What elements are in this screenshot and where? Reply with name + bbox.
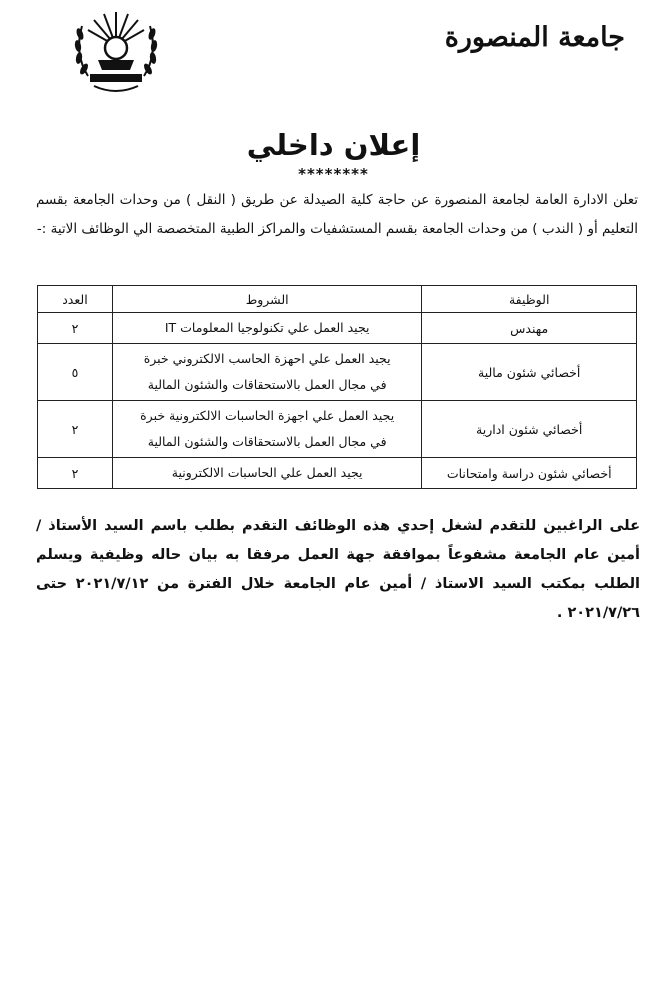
header-job: الوظيفة xyxy=(422,286,637,313)
table-row xyxy=(38,401,637,458)
conditions-cell xyxy=(112,313,421,344)
count-cell: ٢ xyxy=(38,458,113,489)
header-count: العدد xyxy=(38,286,113,313)
condition-line: يجيد العمل علي احهزة الحاسب الالكتروني خبرة xyxy=(143,351,391,366)
condition-line: في مجال العمل بالاستحقاقات والشئون المالية xyxy=(147,377,387,392)
job-cell: أخصائي شئون مالية xyxy=(422,344,637,401)
jobs-table xyxy=(37,285,637,489)
title-stars-divider: ******** xyxy=(298,165,369,183)
condition-line: في مجال العمل بالاستحقاقات والشئون المالية xyxy=(147,434,387,449)
table-row xyxy=(38,458,637,489)
count-cell: ٢ xyxy=(38,401,113,458)
university-name: جامعة المنصورة xyxy=(444,22,625,53)
job-cell: مهندس xyxy=(422,313,637,344)
job-cell: أخصائي شئون دراسة وامتحانات xyxy=(422,458,637,489)
conditions-cell xyxy=(112,401,421,458)
conditions-cell xyxy=(112,458,421,489)
closing-paragraph: على الراغبين للتقدم لشغل إحدي هذه الوظائف التقدم بطلب باسم السيد الأستاذ / أمين عام الجامعة مشفوعاً بموافقة جهة العمل مرفقا به بيان حاله وظيفية ويسلم الطلب بمكتب السيد الاستاذ / أمين عام الجامعة خلال الفترة من ٢٠٢١/٧/١٢ حتى ٢٠٢١/٧/٢٦ . xyxy=(36,518,641,621)
condition-line: يجيد العمل علي الحاسبات الالكترونية xyxy=(171,465,363,480)
table-header-row xyxy=(38,286,637,313)
university-logo xyxy=(68,6,164,98)
intro-paragraph: تعلن الادارة العامة لجامعة المنصورة عن حاجة كلية الصيدلة عن طريق ( النقل ) من وحدات الجامعة بقسم التعليم أو ( الندب ) من وحدات الجامعة بقسم المستشفيات والمراكز الطبية المتخصصة الي الوظائف الاتية :- xyxy=(36,192,638,237)
header-conditions: الشروط xyxy=(112,286,421,313)
letterhead xyxy=(0,0,667,110)
condition-line: يجيد العمل علي تكنولوجيا المعلومات IT xyxy=(164,320,370,335)
table-row xyxy=(38,313,637,344)
announcement-title: إعلان داخلي xyxy=(246,128,421,162)
count-cell: ٢ xyxy=(38,313,113,344)
conditions-cell xyxy=(112,344,421,401)
condition-line: يجيد العمل علي اجهزة الحاسبات الالكترونية خبرة xyxy=(140,408,395,423)
seal-icon xyxy=(68,6,164,98)
count-cell: ٥ xyxy=(38,344,113,401)
table-row xyxy=(38,344,637,401)
job-cell: أخصائي شئون ادارية xyxy=(422,401,637,458)
